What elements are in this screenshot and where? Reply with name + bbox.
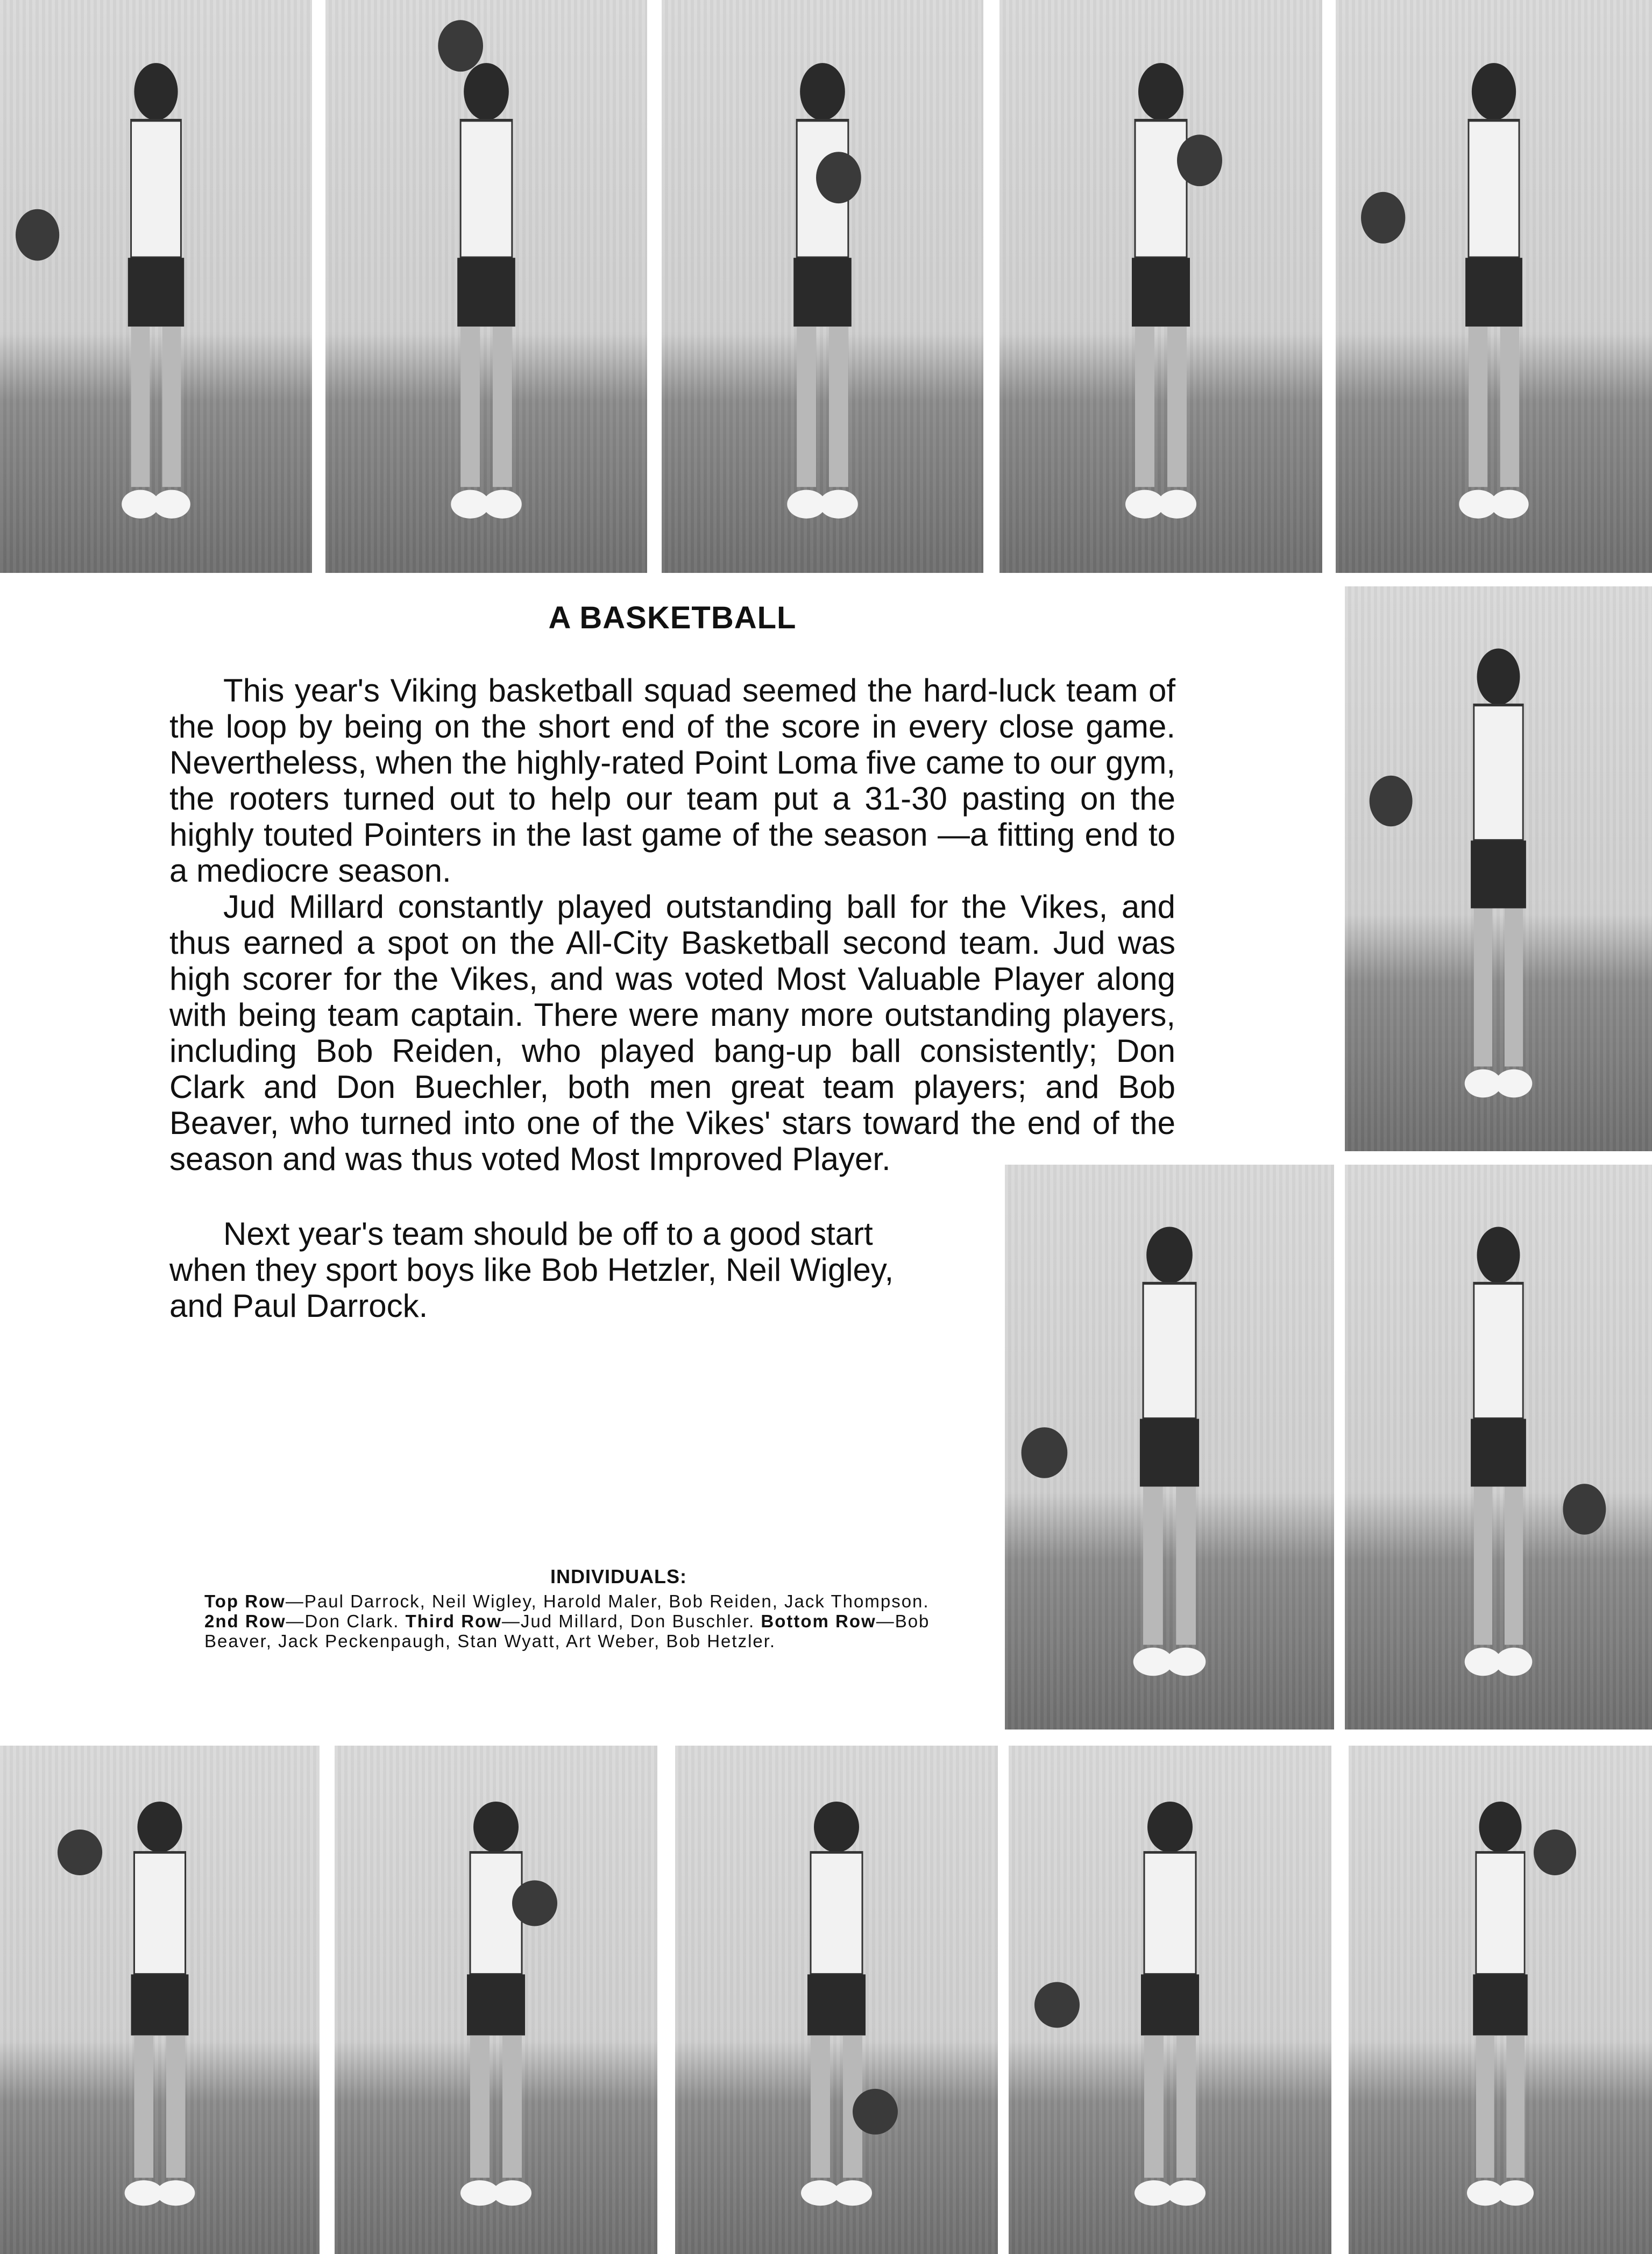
player-leg — [829, 327, 848, 487]
player-shorts — [1471, 1419, 1526, 1487]
second-row-names: —Don Clark. — [286, 1611, 400, 1631]
photo-bottom-2 — [335, 1746, 657, 2254]
basketball-icon — [16, 209, 59, 261]
player-shorts — [1132, 258, 1190, 327]
player-jersey — [1469, 121, 1519, 258]
player-figure — [1135, 1802, 1206, 2206]
player-silhouette — [1345, 1165, 1652, 1730]
player-leg — [1505, 909, 1523, 1067]
individuals-heading: INDIVIDUALS: — [550, 1565, 687, 1587]
player-jersey — [1474, 1284, 1523, 1419]
player-leg — [1176, 2036, 1196, 2178]
player-leg — [162, 327, 181, 487]
player-leg — [166, 2036, 186, 2178]
player-head — [1477, 649, 1520, 705]
player-leg — [1500, 327, 1519, 487]
player-leg — [1469, 327, 1487, 487]
player-figure — [1465, 649, 1533, 1098]
individuals-caption — [204, 1591, 947, 1651]
player-leg — [460, 327, 480, 487]
basketball-icon — [58, 1830, 102, 1875]
basketball-icon — [853, 2089, 898, 2135]
player-shoe — [493, 2180, 531, 2206]
player-head — [1477, 1227, 1520, 1284]
player-silhouette — [325, 0, 647, 573]
player-figure — [1125, 63, 1196, 519]
player-jersey — [1135, 121, 1187, 258]
player-shorts — [807, 1974, 866, 2035]
photo-third-row-2 — [1345, 1165, 1652, 1730]
player-jersey — [811, 1852, 862, 1974]
player-figure — [787, 63, 858, 519]
article-body — [169, 672, 1175, 1177]
player-leg — [1135, 327, 1154, 487]
player-jersey — [134, 1852, 185, 1974]
paragraph-1: This year's Viking basketball squad seemed the hard-luck team of the loop by being on the short end of the score in every close game. Nevertheless, when the highly-rated Point Loma five came to our gym, the rooters turned out to help our team put a 31-30 pasting on the highly touted Pointers in the last game of the season —a fitting end to a mediocre season. — [169, 672, 1175, 889]
player-shorts — [793, 258, 852, 327]
player-leg — [1474, 1487, 1492, 1645]
player-figure — [125, 1802, 195, 2206]
player-figure — [1459, 63, 1528, 519]
player-shorts — [131, 1974, 189, 2035]
player-silhouette — [1345, 586, 1652, 1151]
bottom-row-label: Bottom Row — [761, 1611, 876, 1631]
player-shoe — [1167, 2180, 1206, 2206]
player-shoe — [483, 490, 522, 519]
player-jersey — [1476, 1852, 1525, 1974]
player-shoe — [1158, 490, 1196, 519]
player-head — [1472, 63, 1516, 120]
player-silhouette — [335, 1746, 657, 2254]
player-silhouette — [1005, 1165, 1334, 1730]
page-title: A BASKETBALL — [548, 600, 797, 635]
player-leg — [1144, 2036, 1164, 2178]
player-figure — [460, 1802, 531, 2206]
basketball-icon — [1563, 1484, 1606, 1535]
player-figure — [1133, 1227, 1206, 1676]
photo-second-row — [1345, 586, 1652, 1151]
player-shoe — [1166, 1648, 1206, 1676]
player-shorts — [1141, 1974, 1199, 2035]
player-leg — [1474, 909, 1492, 1067]
player-leg — [493, 327, 512, 487]
photo-bottom-5 — [1349, 1746, 1652, 2254]
photo-bottom-3 — [675, 1746, 998, 2254]
third-row-names: —Jud Millard, Don Buschler. — [501, 1611, 755, 1631]
player-leg — [134, 2036, 153, 2178]
player-head — [473, 1802, 519, 1853]
player-figure — [1465, 1227, 1533, 1676]
photo-top-4 — [999, 0, 1322, 573]
player-head — [1146, 1227, 1193, 1284]
player-silhouette — [1009, 1746, 1331, 2254]
player-shorts — [1473, 1974, 1528, 2035]
player-shoe — [833, 2180, 872, 2206]
player-leg — [1506, 2036, 1525, 2178]
player-figure — [801, 1802, 872, 2206]
player-jersey — [1474, 705, 1523, 841]
player-leg — [811, 2036, 830, 2178]
player-figure — [122, 63, 190, 519]
photo-top-3 — [662, 0, 983, 573]
player-head — [1147, 1802, 1193, 1853]
player-shoe — [1497, 2180, 1534, 2206]
player-shorts — [457, 258, 515, 327]
player-figure — [451, 63, 522, 519]
player-silhouette — [675, 1746, 998, 2254]
basketball-icon — [1177, 134, 1222, 186]
closing-paragraph: Next year's team should be off to a good start when they sport boys like Bob Hetzler, Neil Wigley, and Paul Darrock. — [169, 1216, 894, 1324]
player-shoe — [153, 490, 190, 519]
photo-top-1 — [0, 0, 312, 573]
player-shoe — [1495, 1648, 1533, 1676]
player-shoe — [157, 2180, 195, 2206]
player-leg — [502, 2036, 522, 2178]
photo-bottom-1 — [0, 1746, 320, 2254]
player-head — [134, 63, 178, 120]
player-leg — [470, 2036, 490, 2178]
player-jersey — [1143, 1284, 1196, 1419]
top-row-label: Top Row — [204, 1591, 286, 1611]
player-shorts — [467, 1974, 525, 2035]
player-leg — [131, 327, 150, 487]
player-shoe — [1491, 490, 1529, 519]
player-jersey — [131, 121, 181, 258]
basketball-icon — [1534, 1830, 1576, 1875]
player-leg — [1476, 2036, 1494, 2178]
player-head — [814, 1802, 859, 1853]
player-leg — [1176, 1487, 1196, 1645]
player-shorts — [1140, 1419, 1199, 1487]
third-row-label: Third Row — [405, 1611, 502, 1631]
player-silhouette — [0, 1746, 320, 2254]
player-silhouette — [662, 0, 983, 573]
player-shorts — [1471, 841, 1526, 909]
photo-top-2 — [325, 0, 647, 573]
player-silhouette — [1349, 1746, 1652, 2254]
player-head — [1479, 1802, 1522, 1853]
player-head — [800, 63, 845, 120]
player-leg — [797, 327, 816, 487]
basketball-icon — [1370, 776, 1413, 827]
player-head — [1138, 63, 1183, 120]
player-silhouette — [999, 0, 1322, 573]
photo-top-5 — [1336, 0, 1652, 573]
player-jersey — [460, 121, 512, 258]
basketball-icon — [816, 152, 861, 203]
photo-bottom-4 — [1009, 1746, 1331, 2254]
basketball-icon — [1361, 192, 1405, 244]
player-leg — [1143, 1487, 1163, 1645]
player-head — [137, 1802, 182, 1853]
player-leg — [1167, 327, 1187, 487]
player-head — [464, 63, 509, 120]
player-shoe — [819, 490, 858, 519]
player-shorts — [128, 258, 184, 327]
basketball-icon — [1034, 1982, 1080, 2028]
player-silhouette — [0, 0, 312, 573]
paragraph-2: Jud Millard constantly played outstanding ball for the Vikes, and thus earned a spot on the All-City Basketball second team. Jud was high scorer for the Vikes, and was voted Most Valuable Player along with being team captain. There were many more outstanding players, including Bob Reiden, who played bang-up ball consistently; Don Clark and Don Buechler, both men great team players; and Bob Beaver, who turned into one of the Vikes' stars toward the end of the season and was thus voted Most Improved Player. — [169, 889, 1175, 1177]
photo-third-row-1 — [1005, 1165, 1334, 1730]
player-leg — [1505, 1487, 1523, 1645]
player-shorts — [1465, 258, 1522, 327]
player-jersey — [1144, 1852, 1196, 1974]
second-row-label: 2nd Row — [204, 1611, 286, 1631]
bottom-row-names: —Bob Beaver, Jack Peckenpaugh, Stan Wyatt, Art Weber, Bob Hetzler. — [204, 1611, 930, 1651]
basketball-icon — [512, 1880, 557, 1926]
player-silhouette — [1336, 0, 1652, 573]
player-jersey — [470, 1852, 522, 1974]
player-figure — [1467, 1802, 1534, 2206]
player-shoe — [1495, 1069, 1533, 1098]
basketball-icon — [438, 20, 483, 72]
top-row-names: —Paul Darrock, Neil Wigley, Harold Maler, Bob Reiden, Jack Thompson. — [285, 1591, 930, 1611]
basketball-icon — [1022, 1427, 1068, 1478]
